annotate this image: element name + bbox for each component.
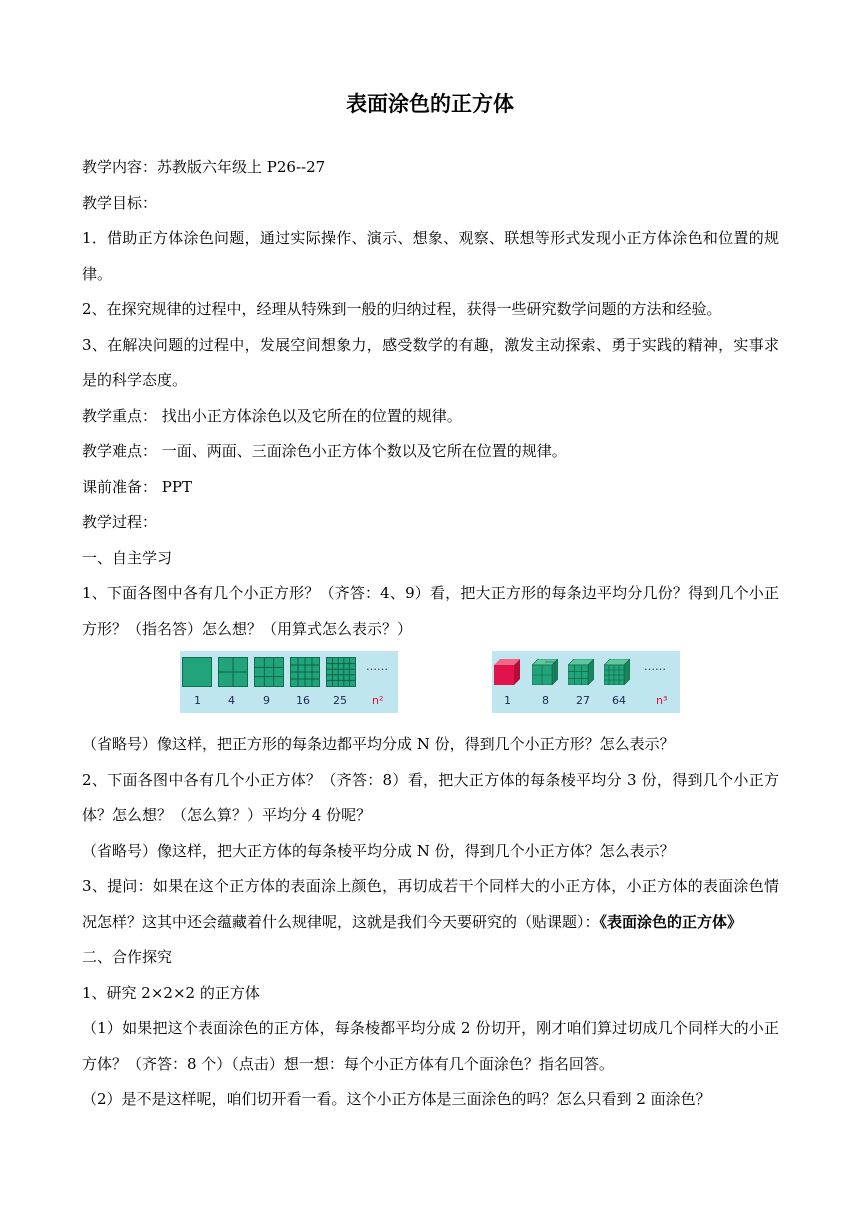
question-2: 2、下面各图中各有几个小正方体？（齐答：8）看，把大正方体的每条棱平均分 3 份，得到几个小正方体？怎么想？（怎么算？）平均分 4 份呢？ bbox=[82, 770, 779, 824]
square-label: 16 bbox=[296, 694, 310, 707]
squares-ellipsis: …… bbox=[366, 660, 388, 673]
cubes-figure bbox=[492, 651, 680, 713]
square-label: 25 bbox=[333, 694, 347, 707]
study-1-heading: 1、研究 2×2×2 的正方体 bbox=[82, 983, 260, 1002]
cube-label: 8 bbox=[542, 694, 549, 707]
goal-3: 3、在解决问题的过程中，发展空间想象力，感受数学的有趣，激发主动探索、勇于实践的精神，实事求是的科学态度。 bbox=[82, 335, 779, 389]
cube-3 bbox=[568, 659, 594, 685]
cube-1 bbox=[494, 659, 520, 685]
document-body bbox=[82, 150, 779, 1118]
square-1x1 bbox=[182, 657, 212, 687]
key-point: 教学重点： 找出小正方体涂色以及它所在的位置的规律。 bbox=[82, 406, 462, 425]
section-1-heading: 一、自主学习 bbox=[82, 548, 173, 567]
step-2: （2）是不是这样呢，咱们切开看一看。这个小正方体是三面涂色的吗？怎么只看到 2 面涂色？ bbox=[82, 1090, 711, 1108]
question-3-text: 3、提问：如果在这个正方体的表面涂上颜色，再切成若干个同样大的小正方体，小正方体的表面涂色情况怎样？这其中还会蕴藏着什么规律呢，这就是我们今天要研究的（贴课题）： bbox=[82, 877, 779, 931]
cube-2 bbox=[532, 659, 558, 685]
cube-4 bbox=[604, 659, 630, 685]
question-3 bbox=[82, 869, 779, 940]
squares-figure bbox=[180, 651, 398, 713]
question-1: 1、下面各图中各有几个小正方形？（齐答：4、9）看，把大正方形的每条边平均分几份？得到几个小正方形？（指名答）怎么想？（用算式怎么表示？） bbox=[82, 584, 779, 638]
question-1-follow-up: （省略号）像这样，把正方形的每条边都平均分成 N 份，得到几个小正方形？怎么表示？ bbox=[82, 735, 675, 753]
section-2-heading: 二、合作探究 bbox=[82, 948, 173, 966]
goals-heading: 教学目标： bbox=[82, 193, 158, 212]
question-3-title: 《表面涂色的正方体》 bbox=[599, 912, 743, 931]
step-1: （1）如果把这个表面涂色的正方体，每条棱都平均分成 2 份切开，刚才咱们算过切成几个同样大的小正方体？（齐答：8 个）（点击）想一想：每个小正方体有几个面涂色？指名回答。 bbox=[82, 1019, 779, 1073]
difficulty: 教学难点： 一面、两面、三面涂色小正方体个数以及它所在位置的规律。 bbox=[82, 442, 567, 460]
preparation: 课前准备： PPT bbox=[82, 477, 192, 496]
goal-1: 1．借助正方体涂色问题，通过实际操作、演示、想象、观察、联想等形式发现小正方体涂色和位置的规律。 bbox=[82, 229, 779, 283]
square-4x4 bbox=[290, 657, 320, 687]
cube-label: 27 bbox=[576, 694, 590, 707]
square-label: 1 bbox=[194, 694, 201, 707]
square-5x5 bbox=[326, 657, 356, 687]
question-2-follow-up: （省略号）像这样，把大正方体的每条棱平均分成 N 份，得到几个小正方体？怎么表示？ bbox=[82, 841, 675, 860]
cubes-ellipsis: …… bbox=[644, 660, 666, 673]
square-2x2 bbox=[218, 657, 248, 687]
square-label: 4 bbox=[228, 694, 235, 707]
cubes-formula: n³ bbox=[656, 694, 668, 707]
figures-row bbox=[82, 651, 779, 723]
square-label: 9 bbox=[263, 694, 270, 707]
teaching-content: 教学内容：苏教版六年级上 P26--27 bbox=[82, 158, 326, 176]
document-title: 表面涂色的正方体 bbox=[346, 92, 514, 116]
process-heading: 教学过程： bbox=[82, 513, 158, 531]
cube-label: 1 bbox=[504, 694, 511, 707]
squares-formula: n² bbox=[372, 694, 384, 707]
goal-2: 2、在探究规律的过程中，经理从特殊到一般的归纳过程，获得一些研究数学问题的方法和经验。 bbox=[82, 300, 722, 318]
cube-label: 64 bbox=[612, 694, 626, 707]
square-3x3 bbox=[254, 657, 284, 687]
